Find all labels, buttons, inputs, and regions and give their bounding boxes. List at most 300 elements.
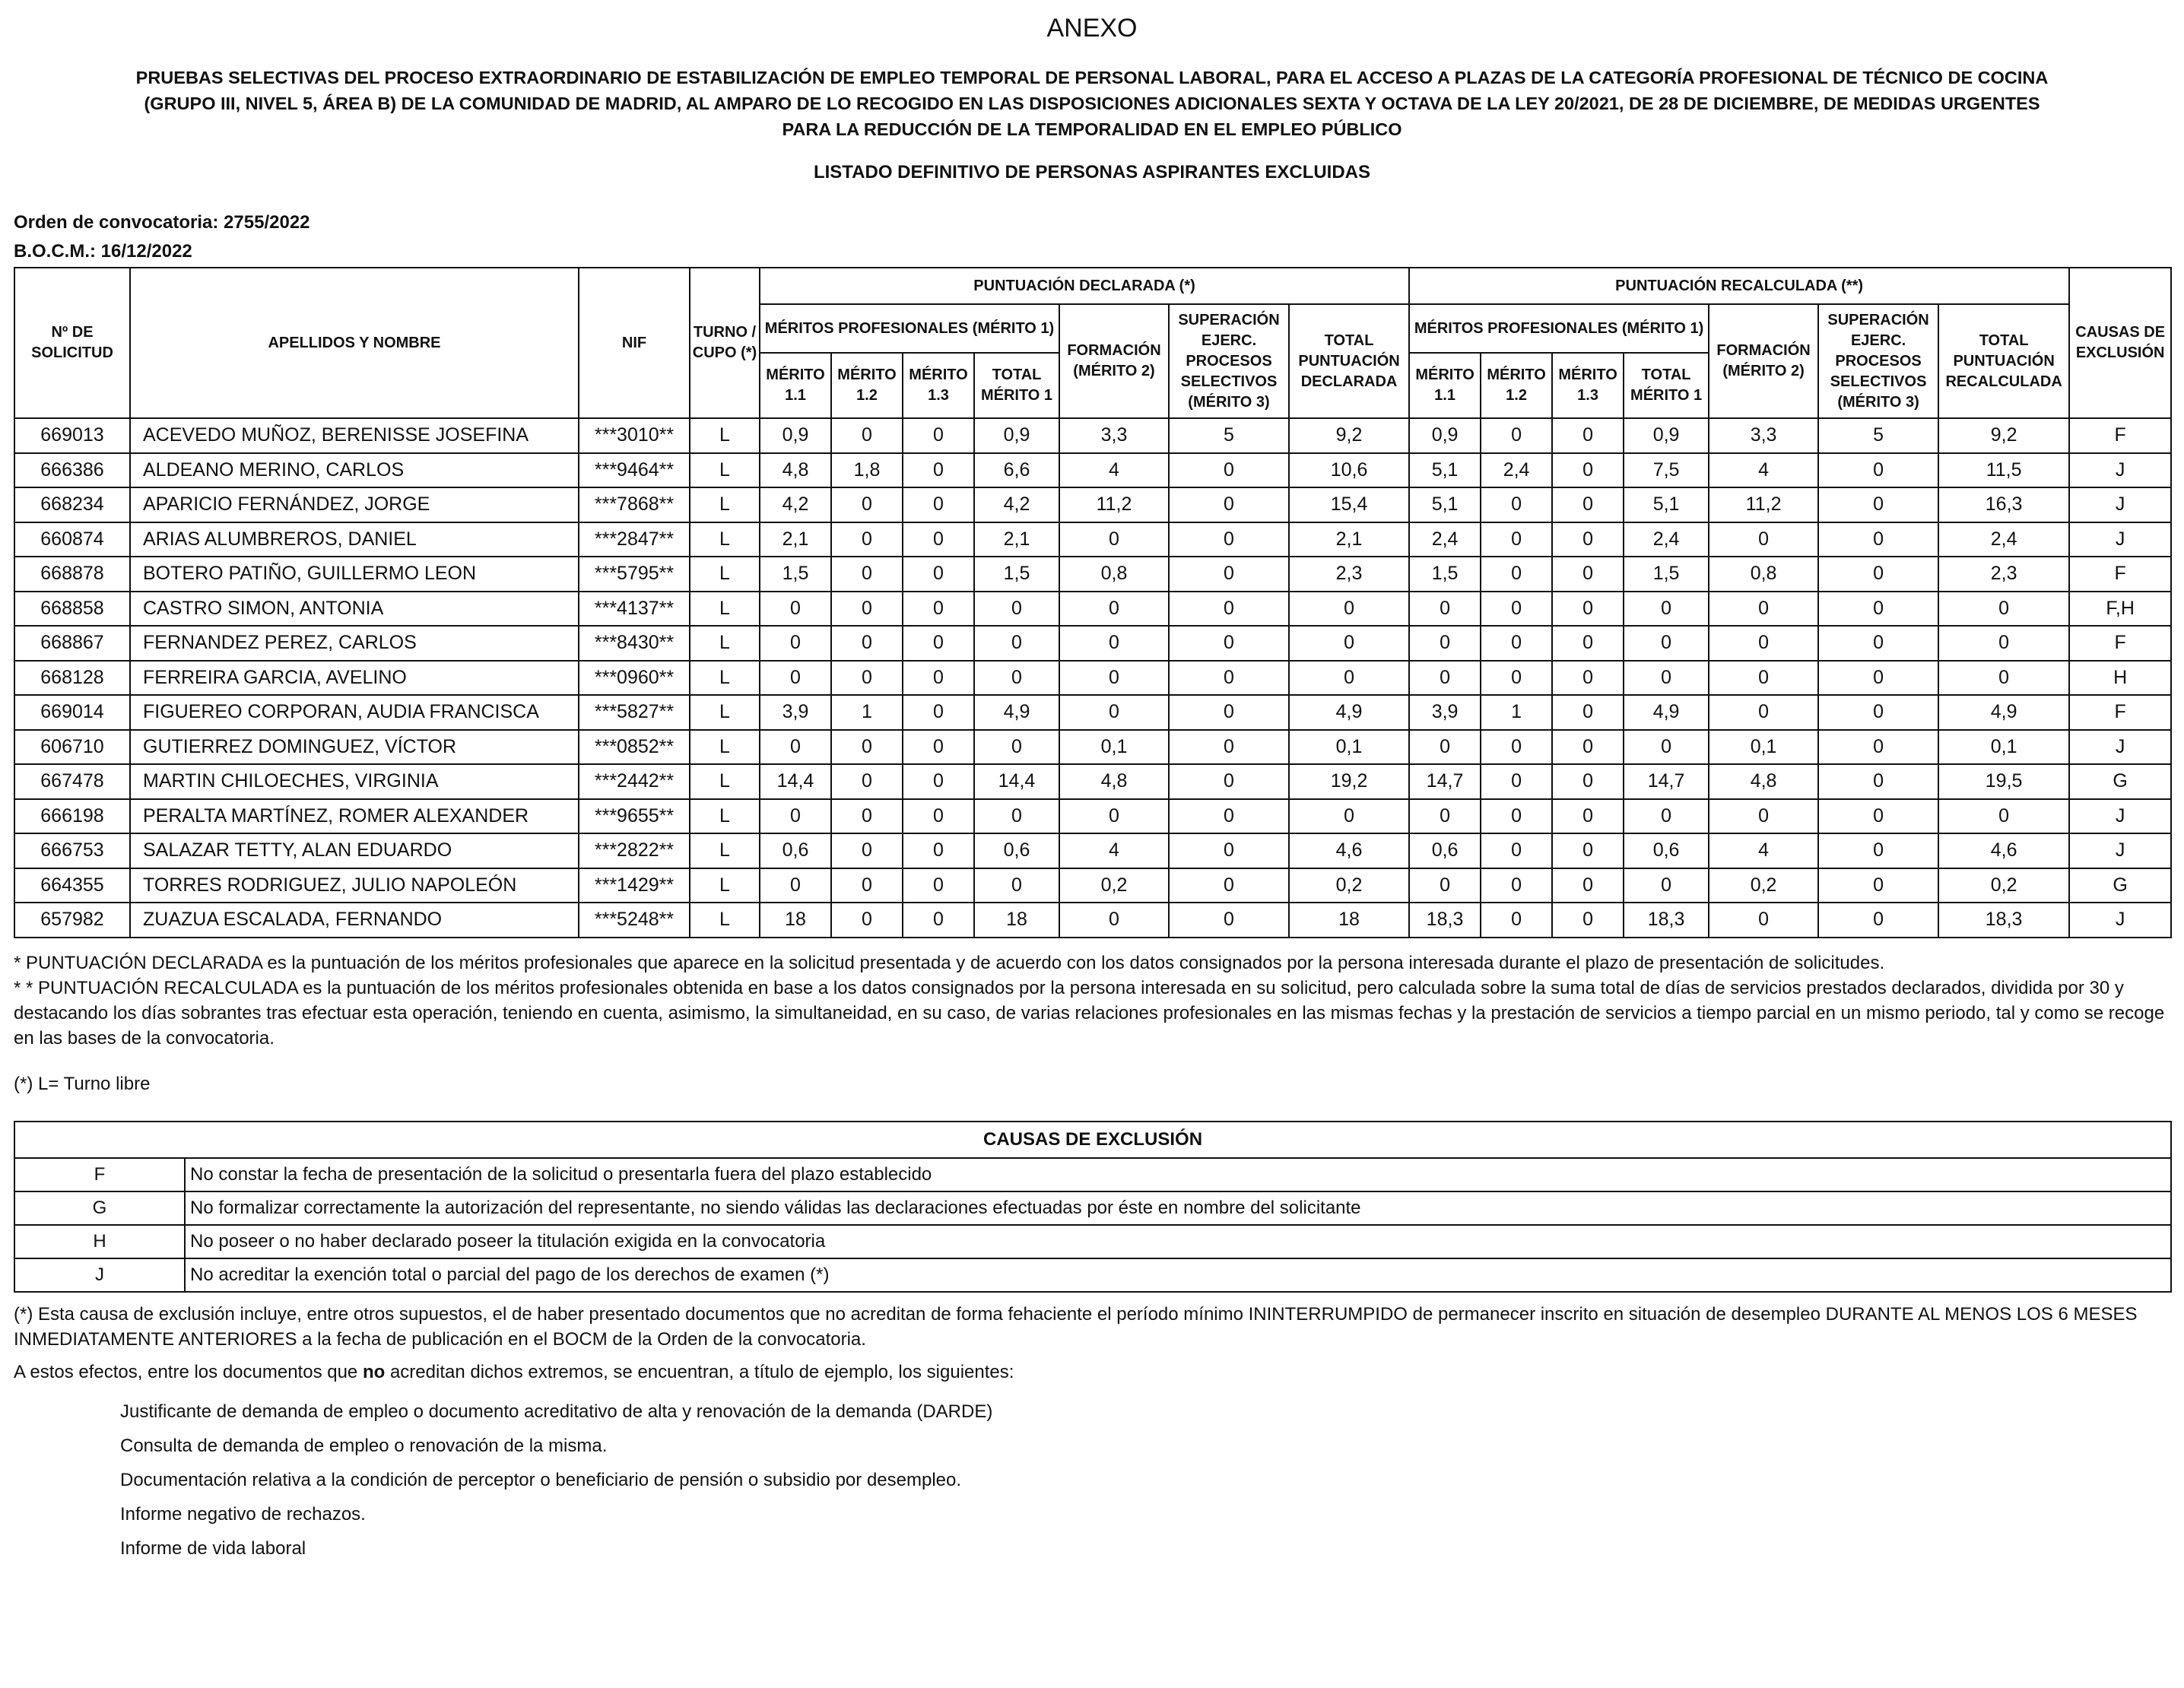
header-merito-1-3: MÉRITO 1.3 xyxy=(1552,353,1624,418)
table-cell: 18,3 xyxy=(1938,903,2069,938)
table-cell: 18 xyxy=(974,903,1059,938)
table-cell: L xyxy=(690,453,760,488)
table-row xyxy=(14,557,2171,592)
table-cell: L xyxy=(690,868,760,903)
table-cell: 0 xyxy=(1059,661,1169,696)
table-cell: 0 xyxy=(1059,522,1169,557)
table-cell: 0,2 xyxy=(1289,868,1409,903)
table-cell: 0 xyxy=(1818,695,1938,730)
table-cell: 0 xyxy=(1818,661,1938,696)
table-cell: 5 xyxy=(1169,418,1289,453)
table-cell: 0 xyxy=(831,799,903,834)
table-cell: ACEVEDO MUÑOZ, BERENISSE JOSEFINA xyxy=(130,418,579,453)
table-cell: 2,3 xyxy=(1938,557,2069,592)
table-cell: 0 xyxy=(1481,418,1552,453)
table-cell: L xyxy=(690,418,760,453)
table-cell: 2,1 xyxy=(1289,522,1409,557)
table-cell: F,H xyxy=(2069,592,2171,627)
table-cell: 0 xyxy=(1624,799,1709,834)
table-cell: BOTERO PATIÑO, GUILLERMO LEON xyxy=(130,557,579,592)
table-cell: 0 xyxy=(1289,592,1409,627)
table-cell: 0 xyxy=(1818,487,1938,522)
table-cell: MARTIN CHILOECHES, VIRGINIA xyxy=(130,764,579,799)
table-cell: 0 xyxy=(1059,592,1169,627)
table-cell: 4,9 xyxy=(1624,695,1709,730)
table-cell: 1 xyxy=(831,695,903,730)
excluded-candidates-table xyxy=(14,267,2172,938)
table-cell: 0 xyxy=(1409,592,1481,627)
table-row xyxy=(14,730,2171,765)
table-cell: 0 xyxy=(1169,626,1289,661)
table-cell: 0 xyxy=(903,661,974,696)
document-item-text: Informe de vida laboral xyxy=(120,1538,306,1559)
table-cell: 0 xyxy=(831,764,903,799)
table-cell: ***4137** xyxy=(579,592,690,627)
table-cell: ***7868** xyxy=(579,487,690,522)
table-cell: 0 xyxy=(1552,695,1624,730)
table-cell: 0 xyxy=(1818,626,1938,661)
table-cell: 4 xyxy=(1709,833,1818,868)
table-cell: 0,2 xyxy=(1709,868,1818,903)
table-cell: 0 xyxy=(1169,764,1289,799)
header-total-declarada: TOTAL PUNTUACIÓN DECLARADA xyxy=(1289,304,1409,418)
table-row xyxy=(14,661,2171,696)
table-cell: 0 xyxy=(903,557,974,592)
list-item xyxy=(14,1498,2170,1532)
table-cell: 0 xyxy=(1552,661,1624,696)
table-cell: 0 xyxy=(1289,799,1409,834)
list-item xyxy=(14,1429,2170,1464)
table-cell: CASTRO SIMON, ANTONIA xyxy=(130,592,579,627)
table-cell: 1 xyxy=(1481,695,1552,730)
header-formacion-recalculada: FORMACIÓN (MÉRITO 2) xyxy=(1709,304,1818,418)
table-cell: 4,8 xyxy=(1059,764,1169,799)
table-cell: 668858 xyxy=(14,592,130,627)
table-cell: 0 xyxy=(1409,661,1481,696)
table-cell: 2,4 xyxy=(1481,453,1552,488)
bocm-date: B.O.C.M.: 16/12/2022 xyxy=(14,241,192,262)
table-cell: 19,2 xyxy=(1289,764,1409,799)
table-cell: 4,8 xyxy=(1709,764,1818,799)
table-cell: G xyxy=(2069,764,2171,799)
table-cell: 0 xyxy=(1938,799,2069,834)
table-cell: 0 xyxy=(1552,418,1624,453)
table-cell: 0 xyxy=(903,695,974,730)
table-cell: ***9464** xyxy=(579,453,690,488)
table-cell: GUTIERREZ DOMINGUEZ, VÍCTOR xyxy=(130,730,579,765)
table-cell: J xyxy=(2069,522,2171,557)
table-cell: 0 xyxy=(903,626,974,661)
table-cell: 4,6 xyxy=(1938,833,2069,868)
table-cell: 0 xyxy=(1624,868,1709,903)
table-cell: 0 xyxy=(903,418,974,453)
table-cell: 0 xyxy=(1552,487,1624,522)
cause-row xyxy=(14,1258,2171,1292)
cause-row xyxy=(14,1191,2171,1225)
table-cell: 15,4 xyxy=(1289,487,1409,522)
table-cell: ***1429** xyxy=(579,868,690,903)
header-total-recalculada: TOTAL PUNTUACIÓN RECALCULADA xyxy=(1938,304,2069,418)
table-cell: ZUAZUA ESCALADA, FERNANDO xyxy=(130,903,579,938)
table-cell: 14,7 xyxy=(1409,764,1481,799)
cause-row xyxy=(14,1158,2171,1191)
list-item xyxy=(14,1532,2170,1566)
table-cell: 4,9 xyxy=(1938,695,2069,730)
header-total-merito-1: TOTAL MÉRITO 1 xyxy=(974,353,1059,418)
table-cell: 0 xyxy=(760,661,831,696)
table-cell: 0 xyxy=(1059,799,1169,834)
table-cell: 5,1 xyxy=(1409,487,1481,522)
table-cell: J xyxy=(2069,730,2171,765)
cause-code: G xyxy=(14,1191,185,1225)
table-cell: 0 xyxy=(1938,592,2069,627)
table-row xyxy=(14,695,2171,730)
table-row xyxy=(14,592,2171,627)
table-cell: 0 xyxy=(1709,695,1818,730)
document-item-text: Informe negativo de rechazos. xyxy=(120,1504,366,1525)
table-cell: 9,2 xyxy=(1289,418,1409,453)
table-cell: 0 xyxy=(1709,626,1818,661)
cause-row xyxy=(14,1225,2171,1258)
turno-note: (*) L= Turno libre xyxy=(14,1073,151,1094)
table-cell: 666198 xyxy=(14,799,130,834)
table-cell: 0 xyxy=(1289,626,1409,661)
list-item xyxy=(14,1395,2170,1429)
header-nif: NIF xyxy=(579,268,690,418)
table-cell: L xyxy=(690,903,760,938)
table-cell: FIGUEREO CORPORAN, AUDIA FRANCISCA xyxy=(130,695,579,730)
table-cell: 0 xyxy=(1169,730,1289,765)
table-cell: 0 xyxy=(1818,592,1938,627)
table-cell: ***5795** xyxy=(579,557,690,592)
table-cell: 0 xyxy=(1481,868,1552,903)
cause-code: F xyxy=(14,1158,185,1191)
table-cell: L xyxy=(690,522,760,557)
table-cell: 0 xyxy=(1552,730,1624,765)
table-cell: L xyxy=(690,730,760,765)
table-cell: 0 xyxy=(1818,868,1938,903)
header-declarada: PUNTUACIÓN DECLARADA (*) xyxy=(760,268,1409,304)
table-cell: 0 xyxy=(903,487,974,522)
table-cell: 4 xyxy=(1709,453,1818,488)
table-cell: 0 xyxy=(1552,592,1624,627)
table-cell: ***2442** xyxy=(579,764,690,799)
table-cell: 3,9 xyxy=(760,695,831,730)
table-row xyxy=(14,487,2171,522)
table-cell: ***3010** xyxy=(579,418,690,453)
table-cell: 0 xyxy=(1481,903,1552,938)
table-cell: 4,9 xyxy=(1289,695,1409,730)
table-cell: 0 xyxy=(1552,453,1624,488)
table-cell: 0 xyxy=(974,626,1059,661)
table-cell: 4,8 xyxy=(760,453,831,488)
table-cell: 0 xyxy=(1481,557,1552,592)
table-cell: H xyxy=(2069,661,2171,696)
table-cell: 1,5 xyxy=(760,557,831,592)
table-cell: 657982 xyxy=(14,903,130,938)
table-cell: 0,9 xyxy=(974,418,1059,453)
table-cell: 0 xyxy=(831,903,903,938)
table-cell: 0 xyxy=(1709,799,1818,834)
table-cell: 0 xyxy=(903,799,974,834)
table-cell: 0 xyxy=(1818,903,1938,938)
table-cell: TORRES RODRIGUEZ, JULIO NAPOLEÓN xyxy=(130,868,579,903)
table-cell: 0 xyxy=(1169,799,1289,834)
header-merito-1-1: MÉRITO 1.1 xyxy=(760,353,831,418)
header-turno: TURNO / CUPO (*) xyxy=(690,268,760,418)
table-cell: F xyxy=(2069,695,2171,730)
exclusion-footnote: (*) Esta causa de exclusión incluye, entre otros supuestos, el de haber presentado documentos que no acreditan de forma fehaciente el período mínimo ININTERRUMPIDO de permanecer inscrito en situación de desempleo DURANTE AL MENOS LOS 6 MESES INMEDIATAMENTE ANTERIORES a la fecha de publicación en el BOCM de la Orden de la convocatoria. xyxy=(14,1303,2138,1350)
table-cell: ALDEANO MERINO, CARLOS xyxy=(130,453,579,488)
table-cell: 0 xyxy=(1552,522,1624,557)
table-cell: 4 xyxy=(1059,453,1169,488)
table-cell: 2,4 xyxy=(1624,522,1709,557)
table-cell: 0 xyxy=(1709,592,1818,627)
table-cell: G xyxy=(2069,868,2171,903)
efectos-bold: no xyxy=(362,1361,386,1382)
header-merito-1-2: MÉRITO 1.2 xyxy=(1481,353,1552,418)
table-cell: 1,5 xyxy=(974,557,1059,592)
table-cell: 0 xyxy=(1552,868,1624,903)
document-subtitle xyxy=(14,65,2170,142)
table-cell: 668234 xyxy=(14,487,130,522)
table-cell: 0 xyxy=(1818,833,1938,868)
subtitle-line: PARA LA REDUCCIÓN DE LA TEMPORALIDAD EN EL EMPLEO PÚBLICO xyxy=(782,119,1402,139)
table-cell: 0 xyxy=(1552,626,1624,661)
table-cell: FERREIRA GARCIA, AVELINO xyxy=(130,661,579,696)
table-cell: 0 xyxy=(1818,557,1938,592)
header-recalculada: PUNTUACIÓN RECALCULADA (**) xyxy=(1409,268,2069,304)
table-cell: F xyxy=(2069,418,2171,453)
table-cell: 0 xyxy=(903,868,974,903)
list-title: LISTADO DEFINITIVO DE PERSONAS ASPIRANTES EXCLUIDAS xyxy=(813,162,1371,182)
causes-body xyxy=(14,1158,2171,1292)
note-recalculada: * * PUNTUACIÓN RECALCULADA es la puntuación de los méritos profesionales obtenida en base a los datos consignados por la persona interesada en su solicitud, pero calculada sobre la suma total de días de servicios prestados declarados, dividida por 30 y destacando los días sobrantes tras efectuar esta operación, teniendo en cuenta, asimismo, la simultaneidad, en su caso, de varias relaciones profesionales en las mismas fechas y la prestación de servicios a tiempo parcial en un mismo periodo, tal y como se recoge en las bases de la convocatoria. xyxy=(14,977,2165,1049)
header-merito-1-1: MÉRITO 1.1 xyxy=(1409,353,1481,418)
table-cell: 2,1 xyxy=(974,522,1059,557)
table-cell: 0 xyxy=(831,522,903,557)
table-cell: 18 xyxy=(760,903,831,938)
document-item-text: Documentación relativa a la condición de perceptor o beneficiario de pensión o subsidio por desempleo. xyxy=(120,1470,962,1490)
documents-list xyxy=(14,1395,2170,1566)
table-cell: 0 xyxy=(903,453,974,488)
table-cell: 0 xyxy=(1481,487,1552,522)
table-cell: APARICIO FERNÁNDEZ, JORGE xyxy=(130,487,579,522)
table-cell: ***5248** xyxy=(579,903,690,938)
table-cell: SALAZAR TETTY, ALAN EDUARDO xyxy=(130,833,579,868)
table-cell: 0 xyxy=(831,730,903,765)
table-cell: 2,3 xyxy=(1289,557,1409,592)
table-cell: 668128 xyxy=(14,661,130,696)
table-cell: 0 xyxy=(1624,626,1709,661)
table-cell: 4,2 xyxy=(760,487,831,522)
table-cell: 0 xyxy=(1169,903,1289,938)
table-cell: 0 xyxy=(1818,730,1938,765)
table-cell: 0 xyxy=(1169,833,1289,868)
table-cell: 0 xyxy=(1481,764,1552,799)
efectos-before: A estos efectos, entre los documentos que xyxy=(14,1361,363,1382)
table-row xyxy=(14,626,2171,661)
table-cell: 4 xyxy=(1059,833,1169,868)
table-cell: 0,6 xyxy=(760,833,831,868)
table-cell: L xyxy=(690,764,760,799)
table-cell: 0 xyxy=(903,730,974,765)
table-cell: 660874 xyxy=(14,522,130,557)
table-cell: 0,6 xyxy=(974,833,1059,868)
table-cell: 0 xyxy=(1059,695,1169,730)
table-cell: 2,1 xyxy=(760,522,831,557)
table-cell: 0 xyxy=(1938,626,2069,661)
table-cell: 0 xyxy=(974,799,1059,834)
table-row xyxy=(14,799,2171,834)
table-cell: 0 xyxy=(903,592,974,627)
table-cell: 5,1 xyxy=(1409,453,1481,488)
table-cell: 0 xyxy=(760,626,831,661)
cause-text: No acreditar la exención total o parcial del pago de los derechos de examen (*) xyxy=(185,1258,2171,1292)
cause-text: No poseer o no haber declarado poseer la titulación exigida en la convocatoria xyxy=(185,1225,2171,1258)
table-cell: ***8430** xyxy=(579,626,690,661)
table-cell: 0 xyxy=(760,799,831,834)
table-cell: 0 xyxy=(1169,592,1289,627)
header-meritos-prof-recalculada: MÉRITOS PROFESIONALES (MÉRITO 1) xyxy=(1409,304,1709,353)
table-cell: L xyxy=(690,487,760,522)
table-cell: 0 xyxy=(903,522,974,557)
efectos-text xyxy=(14,1360,2170,1385)
table-cell: 0 xyxy=(1169,868,1289,903)
table-cell: 0 xyxy=(1409,626,1481,661)
table-cell: 0 xyxy=(1709,661,1818,696)
table-cell: 0 xyxy=(1169,453,1289,488)
subtitle-line: (GRUPO III, NIVEL 5, ÁREA B) DE LA COMUNIDAD DE MADRID, AL AMPARO DE LO RECOGIDO EN LAS DISPOSICIONES ADICIONALES SEXTA Y OCTAVA DE LA LEY 20/2021, DE 28 DE DICIEMBRE, DE MEDIDAS URGENTES xyxy=(144,94,2040,113)
table-cell: 0 xyxy=(1552,557,1624,592)
document-item-text: Justificante de demanda de empleo o documento acreditativo de alta y renovación de la demanda (DARDE) xyxy=(120,1401,993,1422)
header-formacion-declarada: FORMACIÓN (MÉRITO 2) xyxy=(1059,304,1169,418)
footnote-section xyxy=(14,1302,2170,1385)
list-item xyxy=(14,1464,2170,1498)
table-cell: 0 xyxy=(1481,799,1552,834)
table-cell: 0 xyxy=(831,661,903,696)
table-cell: 9,2 xyxy=(1938,418,2069,453)
header-merito-1-2: MÉRITO 1.2 xyxy=(831,353,903,418)
table-cell: 0 xyxy=(903,833,974,868)
table-cell: 0 xyxy=(1289,661,1409,696)
table-cell: F xyxy=(2069,557,2171,592)
table-cell: 0 xyxy=(1938,661,2069,696)
table-cell: 14,4 xyxy=(974,764,1059,799)
table-cell: 0 xyxy=(1481,522,1552,557)
table-cell: ***0960** xyxy=(579,661,690,696)
table-cell: 0 xyxy=(1552,764,1624,799)
table-cell: 0 xyxy=(1552,799,1624,834)
table-cell: 0 xyxy=(1552,833,1624,868)
table-cell: 11,2 xyxy=(1709,487,1818,522)
header-total-merito-1: TOTAL MÉRITO 1 xyxy=(1624,353,1709,418)
table-cell: 0,2 xyxy=(1059,868,1169,903)
table-row xyxy=(14,418,2171,453)
table-cell: L xyxy=(690,626,760,661)
table-cell: 0 xyxy=(974,730,1059,765)
table-cell: J xyxy=(2069,453,2171,488)
table-cell: 0 xyxy=(1481,626,1552,661)
table-cell: 0 xyxy=(974,868,1059,903)
table-cell: 668878 xyxy=(14,557,130,592)
table-cell: 3,3 xyxy=(1059,418,1169,453)
table-cell: 0 xyxy=(831,592,903,627)
table-cell: 669013 xyxy=(14,418,130,453)
table-cell: 0 xyxy=(1059,626,1169,661)
table-cell: 0 xyxy=(1409,799,1481,834)
table-cell: 7,5 xyxy=(1624,453,1709,488)
table-cell: F xyxy=(2069,626,2171,661)
table-cell: 0 xyxy=(1409,730,1481,765)
table-cell: 0 xyxy=(1624,661,1709,696)
table-cell: 0,1 xyxy=(1289,730,1409,765)
cause-text: No constar la fecha de presentación de la solicitud o presentarla fuera del plazo establecido xyxy=(185,1158,2171,1191)
table-row xyxy=(14,764,2171,799)
table-row xyxy=(14,868,2171,903)
table-cell: 0 xyxy=(1818,522,1938,557)
table-cell: 0 xyxy=(1169,487,1289,522)
table-cell: 10,6 xyxy=(1289,453,1409,488)
table-cell: 0 xyxy=(1409,868,1481,903)
table-cell: 0,9 xyxy=(1409,418,1481,453)
cause-code: J xyxy=(14,1258,185,1292)
table-cell: ***2822** xyxy=(579,833,690,868)
table-cell: 0,9 xyxy=(760,418,831,453)
header-superacion-declarada: SUPERACIÓN EJERC. PROCESOS SELECTIVOS (MÉRITO 3) xyxy=(1169,304,1289,418)
table-cell: 0 xyxy=(1059,903,1169,938)
table-row xyxy=(14,453,2171,488)
table-cell: 0 xyxy=(1481,833,1552,868)
table-cell: 0,1 xyxy=(1938,730,2069,765)
table-cell: 5 xyxy=(1818,418,1938,453)
table-cell: L xyxy=(690,695,760,730)
table-cell: 0 xyxy=(1481,730,1552,765)
table-cell: 3,9 xyxy=(1409,695,1481,730)
subtitle-line: PRUEBAS SELECTIVAS DEL PROCESO EXTRAORDINARIO DE ESTABILIZACIÓN DE EMPLEO TEMPORAL DE PERSONAL LABORAL, PARA EL ACCESO A PLAZAS DE LA CATEGORÍA PROFESIONAL DE TÉCNICO DE COCINA xyxy=(135,68,2049,87)
table-cell: 667478 xyxy=(14,764,130,799)
table-cell: 666753 xyxy=(14,833,130,868)
table-cell: L xyxy=(690,592,760,627)
table-cell: 2,4 xyxy=(1938,522,2069,557)
table-cell: 0 xyxy=(1709,522,1818,557)
table-cell: J xyxy=(2069,833,2171,868)
table-cell: 0 xyxy=(1481,661,1552,696)
table-body xyxy=(14,418,2171,938)
table-cell: 3,3 xyxy=(1709,418,1818,453)
table-cell: 0 xyxy=(974,661,1059,696)
table-cell: 0 xyxy=(831,833,903,868)
table-cell: J xyxy=(2069,799,2171,834)
table-cell: 0 xyxy=(1818,764,1938,799)
table-cell: 666386 xyxy=(14,453,130,488)
exclusion-causes-table xyxy=(14,1121,2172,1293)
table-cell: 0 xyxy=(1169,522,1289,557)
table-cell: 2,4 xyxy=(1409,522,1481,557)
page-title: ANEXO xyxy=(1046,14,1138,43)
table-cell: J xyxy=(2069,903,2171,938)
table-cell: 0 xyxy=(760,592,831,627)
table-cell: 0,6 xyxy=(1409,833,1481,868)
header-solicitud: Nº DE SOLICITUD xyxy=(14,268,130,418)
table-cell: 0 xyxy=(1169,661,1289,696)
table-cell: 0 xyxy=(1481,592,1552,627)
table-cell: 606710 xyxy=(14,730,130,765)
table-cell: 0 xyxy=(1624,730,1709,765)
table-cell: 0,2 xyxy=(1938,868,2069,903)
cause-code: H xyxy=(14,1225,185,1258)
header-superacion-recalculada: SUPERACIÓN EJERC. PROCESOS SELECTIVOS (MÉRITO 3) xyxy=(1818,304,1938,418)
